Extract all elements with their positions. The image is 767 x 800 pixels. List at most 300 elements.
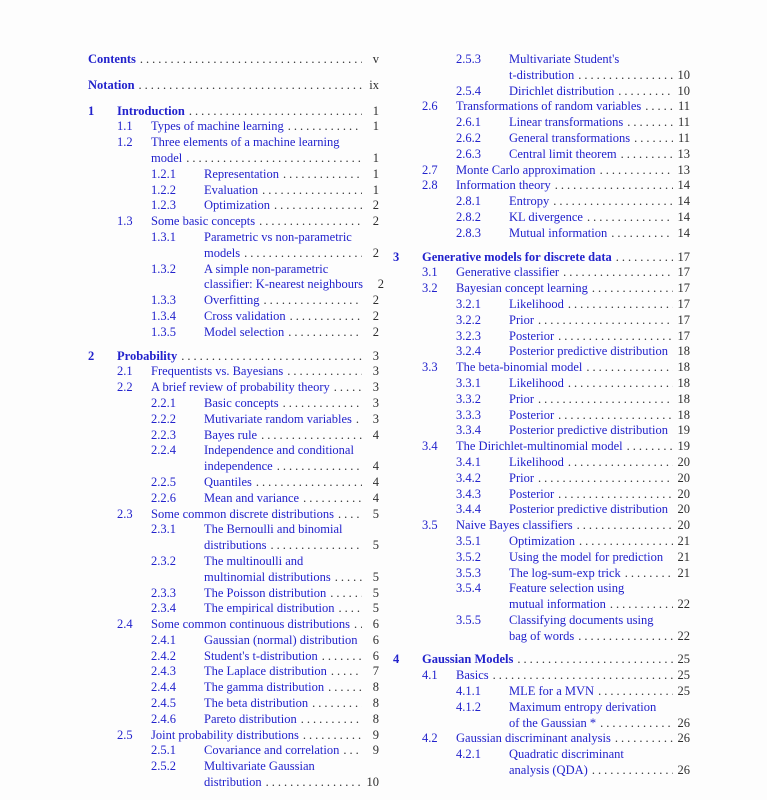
toc-entry-title[interactable]: The Laplace distribution — [204, 664, 327, 679]
page-number[interactable]: 4 — [372, 490, 379, 505]
page-number[interactable]: 2 — [372, 198, 379, 213]
toc-entry-title[interactable]: Covariance and correlation — [204, 743, 340, 758]
page-number[interactable]: 6 — [372, 617, 379, 632]
toc-entry-title[interactable]: Posterior predictive distribution — [509, 423, 669, 438]
toc-entry[interactable] — [422, 163, 690, 179]
toc-entry[interactable] — [456, 392, 690, 408]
toc-entry-title[interactable]: The beta-binomial model — [456, 360, 583, 375]
dot-leader — [578, 629, 673, 645]
page-number[interactable]: 9 — [372, 727, 379, 742]
toc-entry[interactable] — [456, 194, 690, 210]
toc-entry[interactable] — [422, 439, 690, 455]
toc-entry-title[interactable]: Mean and variance — [204, 490, 300, 505]
dot-leader — [618, 84, 673, 100]
toc-entry-number: 2.2.4 — [151, 443, 176, 458]
page-number[interactable]: 17 — [677, 265, 690, 280]
page-number[interactable]: 4 — [372, 474, 379, 489]
toc-entry[interactable] — [456, 747, 690, 779]
toc-entry-line — [509, 408, 690, 424]
toc-entry[interactable] — [151, 167, 379, 183]
toc-entry[interactable] — [456, 550, 690, 566]
toc-entry-title[interactable]: Maximum entropy derivation — [509, 699, 657, 714]
toc-entry-title[interactable]: Multivariate Gaussian — [204, 759, 315, 774]
dot-leader — [587, 210, 673, 226]
page-number[interactable]: 14 — [677, 178, 690, 193]
toc-entry-title[interactable]: Likelihood — [509, 375, 564, 390]
toc-entry-body — [151, 380, 379, 396]
page-number[interactable]: 2 — [372, 324, 379, 339]
toc-entry-number: 2.6 — [422, 99, 438, 114]
toc-entry-line — [204, 443, 379, 459]
page-number[interactable]: 1 — [372, 150, 379, 165]
page-number[interactable]: 6 — [372, 632, 379, 647]
toc-entry-title[interactable]: mutual information — [509, 597, 606, 612]
toc-entry-line — [117, 104, 379, 120]
toc-entry[interactable] — [422, 281, 690, 297]
toc-entry-title[interactable]: Evaluation — [204, 182, 259, 197]
page-number[interactable]: 3 — [372, 348, 379, 363]
toc-entry-title[interactable]: analysis (QDA) — [509, 763, 588, 778]
toc-entry-number: 4.1.2 — [456, 699, 481, 714]
toc-entry-number: 3.3.3 — [456, 407, 481, 422]
page-number[interactable]: 3 — [372, 395, 379, 410]
toc-entry[interactable] — [151, 649, 379, 665]
toc-entry[interactable] — [456, 566, 690, 582]
toc-entry-line — [204, 396, 379, 412]
toc-entry[interactable] — [151, 664, 379, 680]
toc-entry-title[interactable]: Central limit theorem — [509, 146, 617, 161]
page-number[interactable]: 4 — [372, 427, 379, 442]
toc-entry-body — [509, 684, 690, 700]
toc-entry-title[interactable]: MLE for a MVN — [509, 684, 595, 699]
toc-entry[interactable] — [422, 731, 690, 747]
toc-entry-title[interactable]: Quantiles — [204, 474, 252, 489]
page-number[interactable]: 3 — [372, 364, 379, 379]
toc-entry[interactable] — [422, 178, 690, 194]
toc-entry[interactable] — [151, 396, 379, 412]
toc-entry-title[interactable]: Bayesian concept learning — [456, 281, 588, 296]
toc-entry-body — [204, 601, 379, 617]
toc-entry-line — [509, 597, 690, 613]
toc-entry-title[interactable]: Posterior — [509, 486, 555, 501]
page-number[interactable]: 10 — [366, 775, 379, 790]
toc-entry-number: 1.3.4 — [151, 308, 176, 323]
toc-entry-title[interactable]: multinomial distributions — [204, 569, 331, 584]
toc-entry-title[interactable]: Basics — [456, 668, 489, 683]
page-number[interactable]: 22 — [677, 628, 690, 643]
page-number[interactable]: 18 — [677, 344, 690, 359]
toc-entry[interactable] — [151, 680, 379, 696]
page-number[interactable]: 13 — [677, 162, 690, 177]
toc-entry-title[interactable]: Quadratic discriminant — [509, 747, 624, 762]
toc-entry-title[interactable]: KL divergence — [509, 209, 583, 224]
toc-entry-number: 2.4.6 — [151, 711, 176, 726]
toc-entry-title[interactable]: Information theory — [456, 178, 551, 193]
page-number[interactable]: 11 — [677, 99, 690, 114]
toc-entry[interactable] — [456, 84, 690, 100]
page-number[interactable]: 11 — [677, 130, 690, 145]
toc-entry-line — [204, 570, 379, 586]
toc-entry-title[interactable]: Gaussian Models — [422, 652, 514, 667]
dot-leader — [322, 649, 362, 665]
toc-entry[interactable] — [117, 214, 379, 230]
toc-entry-body — [509, 52, 690, 84]
toc-entry[interactable] — [422, 99, 690, 115]
toc-entry[interactable] — [88, 78, 379, 94]
toc-entry-title[interactable]: Model selection — [204, 324, 285, 339]
page-number[interactable]: 17 — [677, 296, 690, 311]
toc-entry[interactable] — [117, 617, 379, 633]
page-number[interactable]: 6 — [372, 648, 379, 663]
toc-entry-body — [204, 183, 379, 199]
toc-entry[interactable] — [151, 183, 379, 199]
toc-entry-title[interactable]: Mutual information — [509, 225, 608, 240]
toc-entry-title[interactable]: Optimization — [509, 533, 575, 548]
toc-entry-number: 3.5 — [422, 518, 438, 533]
toc-entry[interactable] — [422, 518, 690, 534]
toc-entry[interactable] — [456, 455, 690, 471]
page-number[interactable]: 25 — [677, 668, 690, 683]
toc-entry-title[interactable]: The Poisson distribution — [204, 585, 327, 600]
toc-entry[interactable] — [151, 309, 379, 325]
toc-entry-title[interactable]: Contents — [88, 52, 136, 66]
toc-entry[interactable] — [151, 443, 379, 475]
toc-entry[interactable] — [151, 230, 379, 262]
page-number[interactable]: 2 — [372, 293, 379, 308]
toc-entry-title[interactable]: Feature selection using — [509, 581, 625, 596]
toc-entry[interactable] — [151, 712, 379, 728]
toc-entry[interactable] — [151, 696, 379, 712]
toc-entry[interactable] — [456, 423, 690, 439]
toc-entry-title[interactable]: Probability — [117, 348, 178, 363]
toc-entry[interactable] — [456, 297, 690, 313]
page-number[interactable]: 2 — [372, 245, 379, 260]
page-number[interactable]: 7 — [372, 664, 379, 679]
toc-entry-title[interactable]: Multivariate Student's — [509, 52, 620, 66]
toc-entry-title[interactable]: Linear transformations — [509, 115, 624, 130]
toc-entry[interactable] — [456, 147, 690, 163]
toc-entry[interactable] — [393, 250, 690, 266]
toc-entry[interactable] — [151, 428, 379, 444]
page-number[interactable]: 18 — [677, 391, 690, 406]
dot-leader — [610, 597, 673, 613]
toc-entry-title[interactable]: Using the model for prediction — [509, 549, 664, 564]
toc-entry-title[interactable]: Some common continuous distributions — [151, 617, 350, 632]
toc-entry-title[interactable]: model — [151, 150, 183, 165]
toc-entry-title[interactable]: Monte Carlo approximation — [456, 162, 596, 177]
dot-leader — [517, 652, 673, 668]
toc-entry-body — [117, 349, 379, 365]
toc-entry[interactable] — [456, 487, 690, 503]
toc-entry[interactable] — [456, 226, 690, 242]
page-number[interactable]: 5 — [372, 601, 379, 616]
toc-entry-title[interactable]: independence — [204, 459, 273, 474]
toc-entry[interactable] — [456, 700, 690, 732]
page-number[interactable]: 19 — [677, 423, 690, 438]
toc-entry[interactable] — [88, 104, 379, 120]
toc-entry-title[interactable]: Gaussian (normal) distribution — [204, 632, 358, 647]
toc-entry[interactable] — [151, 522, 379, 554]
toc-entry[interactable] — [456, 502, 690, 518]
toc-entry[interactable] — [151, 554, 379, 586]
dot-leader — [600, 716, 673, 732]
page-number[interactable]: 13 — [677, 146, 690, 161]
page-number[interactable]: 17 — [677, 312, 690, 327]
toc-entry[interactable] — [456, 581, 690, 613]
toc-entry-title[interactable]: models — [204, 245, 241, 260]
page-number[interactable]: 21 — [677, 565, 690, 580]
toc-entry-title[interactable]: Prior — [509, 470, 534, 485]
toc-entry-line — [151, 507, 379, 523]
page-number[interactable]: 8 — [372, 680, 379, 695]
toc-entry-title[interactable]: Three elements of a machine learning — [151, 135, 340, 150]
toc-entry[interactable] — [151, 412, 379, 428]
toc-entry[interactable] — [151, 475, 379, 491]
toc-entry-title[interactable]: Representation — [204, 166, 279, 181]
page-number[interactable]: ix — [369, 77, 379, 92]
toc-entry[interactable] — [117, 119, 379, 135]
toc-entry-title[interactable]: Cross validation — [204, 308, 286, 323]
toc-entry[interactable] — [422, 668, 690, 684]
toc-entry-title[interactable]: Frequentists vs. Bayesians — [151, 364, 284, 379]
toc-entry-body — [509, 344, 690, 360]
toc-entry[interactable] — [456, 471, 690, 487]
toc-entry[interactable] — [456, 313, 690, 329]
page-number[interactable]: 20 — [677, 470, 690, 485]
page-number[interactable]: 5 — [372, 569, 379, 584]
page-number[interactable]: 20 — [677, 486, 690, 501]
dot-leader — [611, 226, 673, 242]
page-number[interactable]: 9 — [372, 743, 379, 758]
toc-entry-title[interactable]: The beta distribution — [204, 696, 309, 711]
dot-leader — [303, 728, 362, 744]
toc-entry-body — [509, 226, 690, 242]
toc-entry[interactable] — [88, 52, 379, 68]
toc-entry[interactable] — [151, 586, 379, 602]
toc-entry-title[interactable]: The log-sum-exp trick — [509, 565, 621, 580]
toc-entry-title[interactable]: of the Gaussian * — [509, 715, 597, 730]
toc-entry[interactable] — [151, 601, 379, 617]
page-number[interactable]: 20 — [677, 502, 690, 517]
toc-entry[interactable] — [456, 115, 690, 131]
toc-entry[interactable] — [117, 728, 379, 744]
toc-entry[interactable] — [151, 198, 379, 214]
dot-leader — [563, 265, 673, 281]
toc-entry-title[interactable]: Prior — [509, 312, 534, 327]
page-number[interactable]: 1 — [372, 103, 379, 118]
toc-entry-title[interactable]: Basic concepts — [204, 395, 279, 410]
page-number[interactable]: v — [372, 52, 379, 66]
page-number[interactable]: 2 — [372, 214, 379, 229]
toc-entry-body — [509, 408, 690, 424]
toc-entry[interactable] — [456, 52, 690, 84]
page-number[interactable]: 10 — [677, 67, 690, 82]
toc-entry-title[interactable]: Posterior — [509, 328, 555, 343]
toc-entry-title[interactable]: bag of words — [509, 628, 575, 643]
toc-entry[interactable] — [456, 210, 690, 226]
toc-entry-title[interactable]: Generative classifier — [456, 265, 560, 280]
toc-entry-number: 2.2.1 — [151, 395, 176, 410]
page-number[interactable]: 5 — [372, 538, 379, 553]
toc-entry[interactable] — [117, 135, 379, 167]
toc-entry-title[interactable]: The gamma distribution — [204, 680, 325, 695]
page-number[interactable]: 17 — [677, 328, 690, 343]
toc-entry[interactable] — [117, 364, 379, 380]
toc-entry[interactable] — [456, 684, 690, 700]
page-number[interactable]: 1 — [372, 119, 379, 134]
toc-entry-title[interactable]: Posterior predictive distribution — [509, 344, 669, 359]
toc-entry-line — [509, 700, 690, 716]
toc-entry-title[interactable]: Independence and conditional — [204, 443, 354, 458]
toc-entry[interactable] — [151, 633, 379, 649]
toc-entry-title[interactable]: classifier: K-nearest neighbours — [204, 277, 363, 292]
toc-entry-title[interactable]: Posterior — [509, 407, 555, 422]
toc-entry-title[interactable]: Generative models for discrete data — [422, 249, 612, 264]
toc-entry-number: 3.2.1 — [456, 296, 481, 311]
toc-entry-title[interactable]: Likelihood — [509, 296, 564, 311]
toc-entry-title[interactable]: Posterior predictive distribution — [509, 502, 669, 517]
page-number[interactable]: 25 — [677, 684, 690, 699]
page-number[interactable]: 11 — [677, 115, 690, 130]
toc-entry[interactable] — [393, 652, 690, 668]
toc-entry-number: 2.6.2 — [456, 130, 481, 145]
toc-entry-title[interactable]: Optimization — [204, 198, 270, 213]
toc-entry-title[interactable]: A brief review of probability theory — [151, 380, 330, 395]
toc-entry-title[interactable]: Gaussian discriminant analysis — [456, 731, 611, 746]
page-number[interactable]: 1 — [372, 166, 379, 181]
toc-column-left — [88, 52, 384, 791]
page-number[interactable]: 14 — [677, 225, 690, 240]
toc-entry[interactable] — [117, 507, 379, 523]
toc-entry-title[interactable]: Parametric vs non-parametric — [204, 229, 352, 244]
toc-entry-title[interactable]: Joint probability distributions — [151, 727, 299, 742]
toc-entry-title[interactable]: t-distribution — [509, 67, 575, 82]
page-number[interactable]: 22 — [677, 597, 690, 612]
toc-entry-title[interactable]: distributions — [204, 538, 267, 553]
toc-entry-title[interactable]: The Bernoulli and binomial — [204, 522, 343, 537]
toc-entry[interactable] — [151, 325, 379, 341]
toc-entry[interactable] — [151, 261, 384, 294]
page-number[interactable]: 10 — [677, 83, 690, 98]
page-number[interactable]: 26 — [677, 731, 690, 746]
toc-entry-title[interactable]: distribution — [204, 775, 262, 790]
toc-entry-title[interactable]: Mutivariate random variables — [204, 411, 352, 426]
toc-entry[interactable] — [151, 491, 379, 507]
toc-entry-title[interactable]: Classifying documents using — [509, 612, 654, 627]
toc-entry-body — [509, 313, 690, 329]
toc-entry-title[interactable]: The empirical distribution — [204, 601, 335, 616]
page-number[interactable]: 26 — [677, 763, 690, 778]
page-number[interactable]: 20 — [677, 454, 690, 469]
dot-leader — [577, 518, 673, 534]
toc-entry[interactable] — [456, 329, 690, 345]
page-number[interactable]: 18 — [677, 375, 690, 390]
toc-entry-title[interactable]: Pareto distribution — [204, 711, 297, 726]
toc-entry-title[interactable]: Prior — [509, 391, 534, 406]
toc-entry[interactable] — [456, 613, 690, 645]
page-number[interactable]: 3 — [372, 411, 379, 426]
page-number[interactable]: 8 — [372, 711, 379, 726]
page-number[interactable]: 14 — [677, 194, 690, 209]
toc-entry-title[interactable]: The Dirichlet-multinomial model — [456, 439, 623, 454]
toc-entry-title[interactable]: Overfitting — [204, 293, 260, 308]
page-number[interactable]: 8 — [372, 696, 379, 711]
page-number[interactable]: 26 — [677, 715, 690, 730]
page-number[interactable]: 2 — [372, 308, 379, 323]
dot-leader — [271, 538, 362, 554]
toc-entry[interactable] — [456, 534, 690, 550]
toc-entry-title[interactable]: Some basic concepts — [151, 214, 256, 229]
toc-entry-title[interactable]: General transformations — [509, 130, 631, 145]
page-number[interactable]: 18 — [677, 360, 690, 375]
toc-entry-number: 2.7 — [422, 162, 438, 177]
toc-entry-title[interactable]: Types of machine learning — [151, 119, 284, 134]
page-number[interactable]: 3 — [372, 380, 379, 395]
toc-entry[interactable] — [88, 349, 379, 365]
toc-entry-number: 1.3.2 — [151, 261, 176, 276]
dot-leader — [645, 99, 673, 115]
toc-entry-number: 1.3.5 — [151, 324, 176, 339]
page-number[interactable]: 21 — [677, 549, 690, 564]
page-number[interactable]: 4 — [372, 459, 379, 474]
toc-entry-title[interactable]: A simple non-parametric — [204, 261, 329, 276]
toc-entry[interactable] — [422, 265, 690, 281]
toc-entry-title[interactable]: Bayes rule — [204, 427, 258, 442]
toc-entry[interactable] — [151, 759, 379, 791]
page-number[interactable]: 25 — [677, 652, 690, 667]
page-number[interactable]: 5 — [372, 506, 379, 521]
page-number[interactable]: 17 — [677, 249, 690, 264]
toc-entry[interactable] — [151, 293, 379, 309]
toc-entry-title[interactable]: The multinoulli and — [204, 553, 304, 568]
page-number[interactable]: 14 — [677, 209, 690, 224]
toc-entry-body — [151, 119, 379, 135]
toc-entry-body — [204, 325, 379, 341]
page-number[interactable]: 20 — [677, 518, 690, 533]
toc-entry-title[interactable]: Naive Bayes classifiers — [456, 518, 573, 533]
toc-entry-title[interactable]: Dirichlet distribution — [509, 83, 615, 98]
toc-entry-body — [151, 507, 379, 523]
toc-entry-body — [456, 281, 690, 297]
toc-entry[interactable] — [456, 376, 690, 392]
page-number[interactable]: 21 — [677, 533, 690, 548]
toc-entry-title[interactable]: Notation — [88, 77, 135, 92]
toc-entry[interactable] — [456, 344, 690, 360]
toc-entry[interactable] — [117, 380, 379, 396]
toc-entry-line — [204, 325, 379, 341]
toc-entry-title[interactable]: Transformations of random variables — [456, 99, 642, 114]
page-number[interactable]: 19 — [677, 439, 690, 454]
toc-entry[interactable] — [151, 743, 379, 759]
toc-entry-title[interactable]: Likelihood — [509, 454, 564, 469]
toc-entry-title[interactable]: Student's t-distribution — [204, 648, 318, 663]
toc-entry[interactable] — [456, 408, 690, 424]
toc-entry-number: 3.2 — [422, 281, 438, 296]
toc-entry-line — [509, 329, 690, 345]
toc-entry-title[interactable]: Introduction — [117, 103, 185, 118]
page-number[interactable]: 18 — [677, 407, 690, 422]
toc-entry[interactable] — [456, 131, 690, 147]
page-number[interactable]: 5 — [372, 585, 379, 600]
dot-leader — [288, 119, 362, 135]
page-number[interactable]: 17 — [677, 281, 690, 296]
toc-entry-title[interactable]: Some common discrete distributions — [151, 506, 334, 521]
page-number[interactable]: 1 — [372, 182, 379, 197]
toc-entry[interactable] — [422, 360, 690, 376]
page-number[interactable]: 2 — [377, 277, 384, 292]
toc-entry-title[interactable]: Entropy — [509, 194, 550, 209]
toc-entry-body — [204, 293, 379, 309]
